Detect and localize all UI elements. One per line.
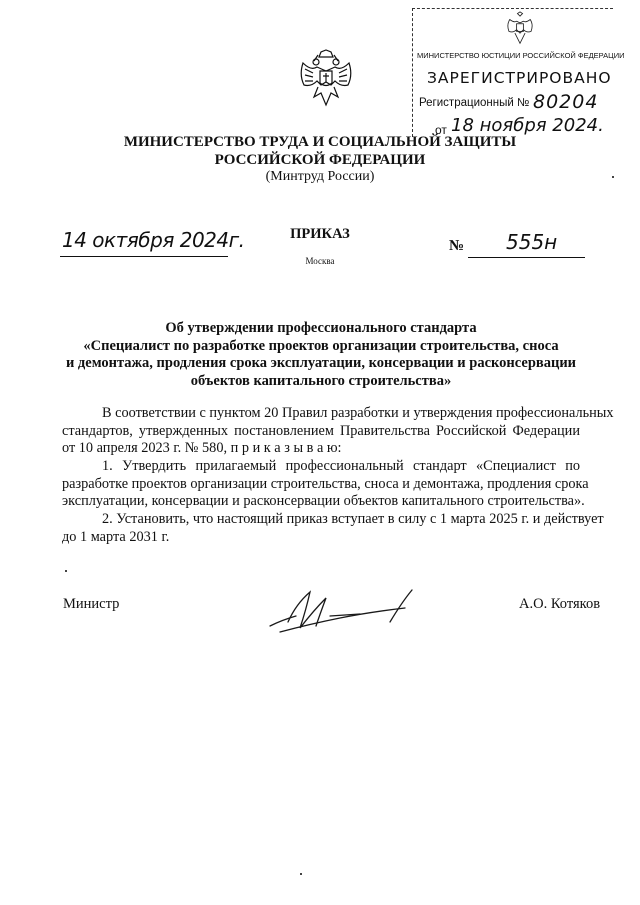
paragraph-line: В соответствии с пунктом 20 Правил разработки и утверждения профессиональных: [102, 405, 614, 421]
ministry-short-name: (Минтруд России): [265, 169, 375, 184]
scan-speck: [300, 873, 302, 875]
order-city: Москва: [305, 256, 335, 266]
order-subject: [62, 320, 580, 390]
stamp-ministry: МИНИСТЕРСТВО ЮСТИЦИИ РОССИЙСКОЙ ФЕДЕРАЦИИ: [417, 51, 625, 60]
subject-line1: Об утверждении профессионального стандарта: [165, 320, 477, 336]
paragraph-line: разработке проектов организации строительства, сноса и демонтажа, продления срока: [62, 475, 589, 492]
subject-line4: объектов капитального строительства»: [190, 372, 452, 389]
order-date-underline: [60, 256, 228, 257]
scan-speck: [612, 176, 614, 178]
paragraph-line: эксплуатации, консервации и расконсервации объектов капитального строительства».: [62, 493, 585, 509]
subject-line3: и демонтажа, продления срока эксплуатации, консервации и расконсервации: [65, 355, 577, 371]
order-title: ПРИКАЗ: [290, 226, 350, 242]
ministry-name-line1: МИНИСТЕРСТВО ТРУДА И СОЦИАЛЬНОЙ ЗАЩИТЫ: [123, 134, 517, 150]
ministry-name: [100, 133, 540, 169]
paragraph-line: от 10 апреля 2023 г. № 580, п р и к а з ы в а ю:: [62, 440, 342, 456]
paragraph-line: 2. Установить, что настоящий приказ вступает в силу с 1 марта 2025 г. и действует: [102, 511, 604, 527]
stamp-registered-label: ЗАРЕГИСТРИРОВАНО: [427, 69, 612, 87]
registration-stamp: [412, 8, 625, 137]
paragraph-item-1: [62, 458, 589, 511]
paragraph-line: 1. Утвердить прилагаемый профессиональный стандарт «Специалист по: [102, 458, 580, 474]
coat-of-arms-icon: [503, 11, 537, 45]
signatory-name: А.О. Котяков: [519, 596, 601, 612]
paragraph-item-2: [62, 511, 604, 546]
ministry-name-line2: РОССИЙСКОЙ ФЕДЕРАЦИИ: [214, 152, 426, 168]
subject-line2: «Специалист по разработке проектов организации строительства, сноса: [83, 337, 559, 354]
scan-speck: [65, 570, 67, 572]
stamp-date-label: от: [435, 123, 447, 137]
paragraph-preamble: [62, 405, 614, 458]
stamp-regnum-value: 80204: [533, 91, 599, 113]
paragraph-line: стандартов, утвержденных постановлением Правительства Российской Федерации: [62, 422, 580, 439]
handwritten-signature: [240, 580, 430, 640]
order-date: 14 октября 2024г.: [62, 228, 245, 252]
order-number-sign: №: [449, 238, 465, 254]
order-number-underline: [468, 257, 585, 258]
coat-of-arms-icon: [299, 49, 353, 107]
stamp-date-value: 18 ноября 2024.: [451, 115, 604, 136]
order-number: 555н: [506, 230, 558, 254]
signatory-role: Министр: [63, 596, 120, 612]
paragraph-line: до 1 марта 2031 г.: [62, 528, 170, 545]
stamp-regnum-label: Регистрационный №: [419, 97, 530, 109]
